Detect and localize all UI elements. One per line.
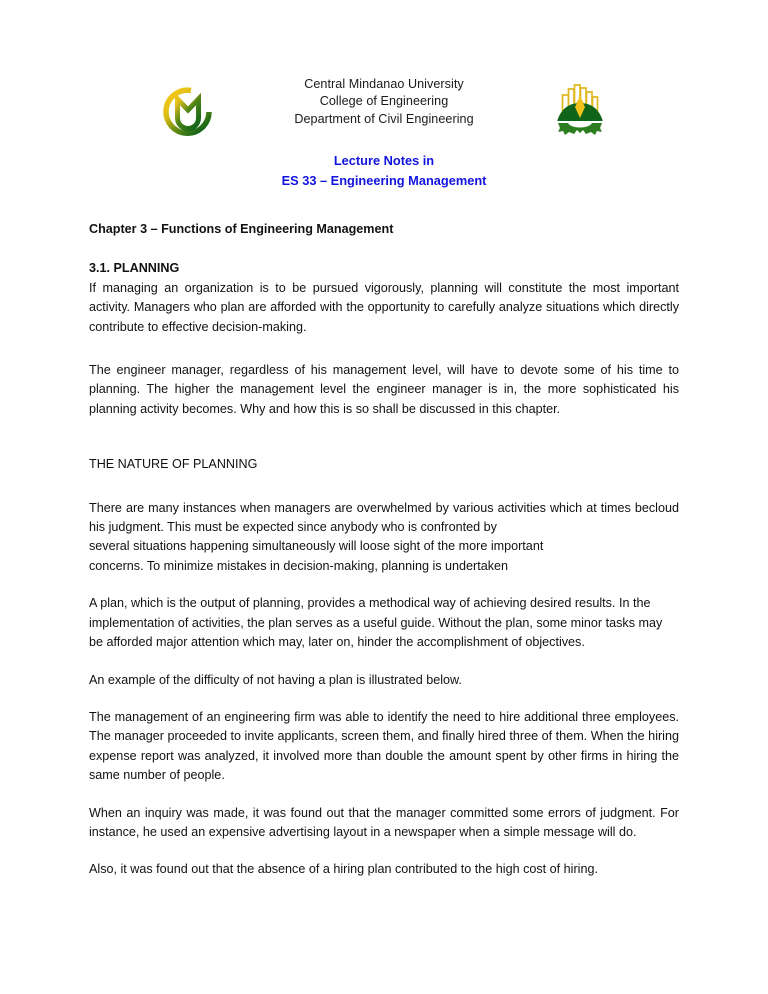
paragraph-1: If managing an organization is to be pursued vigorously, planning will constitute the most important activity. Managers who plan are afforded with the opportunity to carefully analyze situations which directly contribute to effective decision-making. (89, 280, 679, 334)
paragraph-4: A plan, which is the output of planning, provides a methodical way of achieving desired results. In the implementation of activities, the plan serves as a useful guide. Without the plan, some minor tasks may be afforded major attention which may, later on, hinder the accomplishment of objectives. (89, 596, 663, 650)
lecture-title-line-1: Lecture Notes in (333, 153, 435, 168)
spacer (89, 690, 679, 708)
paragraph-7: When an inquiry was made, it was found out that the manager committed some errors of judgment. For instance, he used an expensive advertising layout in a newspaper when a simple message will do. (89, 805, 679, 839)
document-header (0, 76, 768, 146)
paragraph-3-part-c: concerns. To minimize mistakes in decision-making, planning is undertaken (89, 558, 509, 573)
cmu-seal-logo (160, 86, 216, 138)
institution-heading (184, 76, 584, 128)
cmu-seal-icon (160, 86, 216, 138)
subheading-nature-of-planning: THE NATURE OF PLANNING (89, 457, 258, 472)
chapter-heading: Chapter 3 – Functions of Engineering Management (89, 222, 394, 236)
institution-line-1: Central Mindanao University (304, 77, 464, 91)
paragraph-3-part-a: There are many instances when managers are overwhelmed by various activities which at times becloud his judgment. This must be expected since anybody who is confronted by (89, 500, 679, 535)
section-heading-planning: 3.1. PLANNING (89, 261, 180, 276)
paragraph-6: The management of an engineering firm was able to identify the need to hire additional three employees. The manager proceeded to invite applicants, screen them, and finally hired three of them. When the hiring expense report was analyzed, it involved more than double the amount spent by other firms in hiring the same number of people. (89, 709, 679, 783)
spacer (89, 239, 679, 259)
institution-line-2: College of Engineering (319, 94, 449, 109)
spacer (89, 475, 679, 499)
paragraph-3-part-b: several situations happening simultaneously will loose sight of the more important (89, 539, 544, 554)
paragraph-8: Also, it was found out that the absence of a hiring plan contributed to the high cost of hiring. (89, 862, 598, 877)
college-of-engineering-logo (553, 80, 607, 136)
document-body (89, 220, 679, 880)
spacer (89, 576, 679, 594)
spacer (89, 786, 679, 804)
spacer (89, 337, 679, 361)
paragraph-2: The engineer manager, regardless of his management level, will have to devote some of his time to planning. The higher the management level the engineer manager is in, the more sophisticated his planning activity becomes. Why and how this is so shall be discussed in this chapter. (89, 363, 679, 416)
lecture-title-block (89, 151, 679, 190)
spacer (89, 419, 679, 455)
paragraph-5: An example of the difficulty of not having a plan is illustrated below. (89, 672, 462, 687)
institution-line-3: Department of Civil Engineering (294, 111, 474, 126)
lecture-title-line-2: ES 33 – Engineering Management (281, 172, 487, 188)
spacer (89, 653, 679, 671)
engineering-emblem-icon (553, 80, 607, 136)
spacer (89, 842, 679, 860)
